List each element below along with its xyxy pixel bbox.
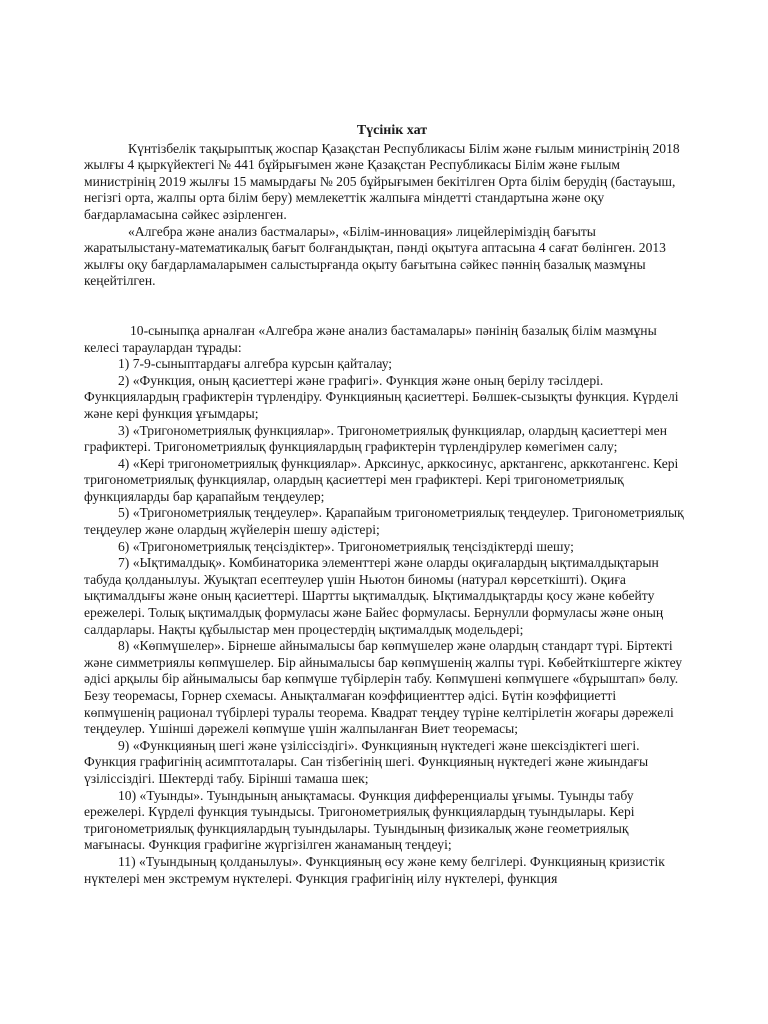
topic-item-10: 10) «Туынды». Туындының анықтамасы. Функция дифференциалы ұғымы. Туынды табу ережелері. Күрделі функция туындысы. Тригонометриялық функциялардың туындылары. Кері тригонометриялық функциялардың туындылары. Туындының физикалық және геометриялық мағынасы. Функция графигіне жүргізілген жанаманың теңдеуі; (84, 787, 635, 853)
topic-item-7: 7) «Ықтималдық». Комбинаторика элементтері және оларды оқиғалардың ықтималдықтарын табуда қолданылуы. Жуықтап есептеулер үшін Ньютон биномы (натурал көрсеткішті). Оқиға ықтималдығы және оның қасиеттері. Шартты ықтималдық. Ықтималдықтарды қосу және көбейту ережелері. Толық ықтималдық формуласы және Байес формуласы. Бернулли формуласы және оның салдарлары. Нақты құбылыстар мен процестердің ықтималдық модельдері; (84, 555, 664, 637)
topic-item-2: 2) «Функция, оның қасиеттері және графигі». Функция және оның берілу тәсілдері. Функциялардың графиктерін түрлендіру. Функцияның қасиеттері. Бөлшек-сызықты функция. Күрделі және кері функция ұғымдары; (84, 372, 679, 421)
topic-list (84, 356, 684, 887)
topic-item-4: 4) «Кері тригонометриялық функциялар». Арксинус, арккосинус, арктангенс, арккотангенс. Кері тригонометриялық функциялар, олардың қасиеттері мен графиктері. Кері тригонометриялық функцияларды бар қарапайым теңдеулер; (84, 455, 679, 504)
topic-item-11: 11) «Туындының қолданылуы». Функцияның өсу және кему белгілері. Функцияның кризистік нүктелері мен экстремум нүктелері. Функция графигінің иілу нүктелері, функция (84, 853, 665, 886)
document-page (84, 123, 684, 887)
topic-item-6: 6) «Тригонометриялық теңсіздіктер». Тригонометриялық теңсіздіктерді шешу; (118, 538, 574, 554)
topic-item-1: 1) 7-9-сыныптардағы алгебра курсын қайталау; (118, 356, 393, 372)
intro-paragraph-2: «Алгебра және анализ бастмалары», «Білім-инновация» лицейлеріміздің бағыты жаратылыстану-математикалық бағыт болғандықтан, пәнді оқытуға аптасына 4 сағат бөлінген. 2013 жылғы оқу бағдарламаларымен салыстырғанда оқыту бағытына сәйкес пәннің базалық мазмұны кеңейтілген. (84, 223, 666, 289)
topic-item-3: 3) «Тригонометриялық функциялар». Тригонометриялық функциялар, олардың қасиеттері мен графиктері. Тригонометриялық функциялардың графиктерін түрлендірулер көмегімен салу; (84, 422, 667, 455)
paragraph-spacer (84, 290, 684, 323)
topic-item-5: 5) «Тригонометриялық теңдеулер». Қарапайым тригонометриялық теңдеулер. Тригонометриялық теңдеулер және олардың жүйелерін шешу әдістері; (84, 505, 684, 538)
document-title: Түсінік хат (356, 123, 428, 138)
content-lead-paragraph: 10-сыныпқа арналған «Алгебра және анализ бастамалары» пәнінің базалық білім мазмұны келесі тараулардан тұрады: (84, 322, 657, 355)
intro-paragraph-1: Күнтізбелік тақырыптық жоспар Қазақстан Республикасы Білім және ғылым министрінің 2018 жылғы 4 қыркүйектегі № 441 бұйрығымен және Қазақстан Республикасы Білім және ғылым министрінің 2019 жылғы 15 мамырдағы № 205 бұйрығымен бекітілген Орта білім берудің (бастауыш, негізгі орта, жалпы орта білім беру) мемлекеттік жалпыға міндетті стандартына және оқу бағдарламасына сәйкес әзірленген. (84, 140, 680, 222)
topic-item-8: 8) «Көпмүшелер». Бірнеше айнымалысы бар көпмүшелер және олардың стандарт түрі. Біртекті және симметриялы көпмүшелер. Бір айнымалысы бар көпмүшенің жалпы түрі. Көбейткіштерге жіктеу әдісі арқылы бір айнымалысы бар көпмүше түбірлерін табу. Көпмүшені көпмүшеге «бұрыштап» бөлу. Безу теоремасы, Горнер схемасы. Анықталмаған коэффициенттер әдісі. Бүтін коэффициетті көпмүшенің рационал түбірлері туралы теорема. Квадрат теңдеу түріне келтірілетін жоғары дәрежелі теңдеулер. Үшінші дәрежелі көпмүше үшін жалпыланған Виет теоремасы; (84, 638, 683, 737)
topic-item-9: 9) «Функцияның шегі және үзіліссіздігі». Функцияның нүктедегі және шексіздіктегі шегі. Функция графигінің асимптоталары. Сан тізбегінің шегі. Функцияның нүктедегі және жиындағы үзіліссіздігі. Шектерді табу. Бірінші тамаша шек; (84, 737, 649, 786)
